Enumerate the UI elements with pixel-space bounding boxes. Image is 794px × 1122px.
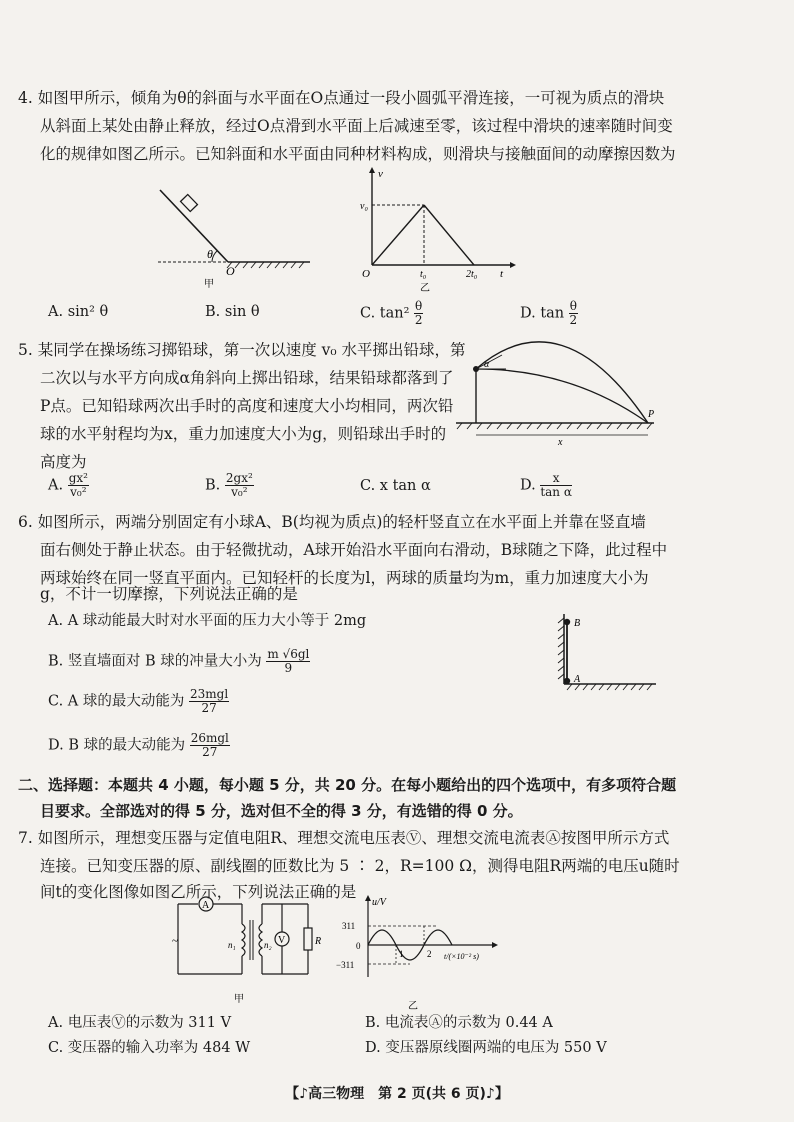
q5-option-a[interactable]: A. $\frac{\text{gx²}}{\text{v₀²}}$ — [48, 471, 88, 499]
origin-label: O — [362, 268, 370, 280]
q6-rod-figure — [552, 610, 662, 696]
theta-label: θ — [207, 247, 213, 261]
jia-caption: 甲 — [204, 279, 214, 290]
q7-circuit-figure — [170, 892, 330, 1010]
q5-shotput-figure — [452, 325, 662, 450]
q4-option-b[interactable]: B. sin θ — [205, 304, 260, 320]
yi-caption: 乙 — [420, 283, 430, 294]
t0-label: t₀ — [420, 269, 427, 280]
q7-option-a[interactable]: A. 电压表Ⓥ的示数为 311 V — [48, 1015, 232, 1031]
q5-option-d[interactable]: D. $\frac{x}{\text{tan α}}$ — [520, 471, 572, 499]
q4-option-c[interactable]: C. tan² $\frac{\theta}{2}$ — [360, 299, 423, 327]
q4-vt-graph — [360, 165, 520, 295]
tick-1: 1 — [399, 949, 404, 959]
q4-option-a[interactable]: A. sin² θ — [48, 304, 109, 320]
n1-label: n₁ — [228, 940, 236, 950]
R-label: R — [315, 936, 322, 947]
q6-option-b[interactable]: B. 竖直墙面对 B 球的冲量大小为 $\frac{m √6gl}{9}$ — [48, 647, 310, 675]
tick-311: 311 — [342, 921, 356, 931]
q6-line-1: 6. 如图所示，两端分别固定有小球A、B(均视为质点)的轻杆竖直立在水平面上并靠在竖直墙 — [18, 513, 646, 531]
q4-option-d[interactable]: D. tan $\frac{\theta}{2}$ — [520, 299, 578, 327]
alpha-label: α — [484, 359, 490, 370]
tick-2: 2 — [427, 949, 432, 959]
t-axis-label: t/(×10⁻² s) — [444, 952, 479, 961]
q5-line-1: 5. 某同学在操场练习掷铅球，第一次以速度 v₀ 水平掷出铅球，第 — [18, 341, 466, 359]
q5-option-c[interactable]: C. x tan α — [360, 478, 431, 494]
q7-line-3: 间t的变化图像如图乙所示，下列说法正确的是 — [40, 883, 357, 901]
q4-incline-figure — [150, 180, 320, 290]
q5-line-2: 二次以与水平方向成α角斜向上掷出铅球，结果铅球都落到了 — [40, 369, 454, 387]
v-axis-label: v — [378, 168, 383, 180]
q7-line-1: 7. 如图所示，理想变压器与定值电阻R、理想交流电压表Ⓥ、理想交流电流表Ⓐ按图甲所示方式 — [18, 829, 670, 847]
circuit-caption: 甲 — [234, 994, 244, 1005]
q6-option-c[interactable]: C. A 球的最大动能为 $\frac{\text{23mgl}}{27}$ — [48, 687, 229, 715]
n2-label: n₂ — [264, 940, 272, 950]
q6-line-2: 面右侧处于静止状态。由于轻微扰动，A球开始沿水平面向右滑动，B球随之下降，此过程中 — [40, 541, 668, 559]
ac-source-icon: ~ — [172, 935, 178, 947]
O-label: O — [226, 264, 235, 278]
q6-option-a[interactable]: A. A 球动能最大时对水平面的压力大小等于 2mg — [48, 613, 367, 629]
u-axis-label: u/V — [372, 897, 386, 908]
q4-line-2: 从斜面上某处由静止释放，经过O点滑到水平面上后减速至零，该过程中滑块的速率随时间变 — [40, 117, 673, 135]
q6-line-3: 两球始终在同一竖直平面内。已知轻杆的长度为l，两球的质量均为m，重力加速度大小为 — [40, 569, 649, 587]
page-footer: 【♪高三物理 第 2 页(共 6 页)♪】 — [285, 1086, 509, 1102]
v0-label: v₀ — [360, 201, 368, 212]
t-axis-label: t — [500, 268, 504, 280]
section2-line-2: 目要求。全部选对的得 5 分，选对但不全的得 3 分，有选错的得 0 分。 — [40, 802, 523, 820]
q5-line-5: 高度为 — [40, 453, 87, 471]
q4-line-1: 4. 如图甲所示，倾角为θ的斜面与水平面在O点通过一段小圆弧平滑连接，一可视为质点的滑块 — [18, 89, 665, 107]
q7-option-c[interactable]: C. 变压器的输入功率为 484 W — [48, 1040, 251, 1056]
q7-line-2: 连接。已知变压器的原、副线圈的匝数比为 5 ∶ 2，R=100 Ω，测得电阻R两端的电压u随时 — [40, 857, 680, 875]
ball-B-label: B — [574, 618, 581, 629]
q7-option-d[interactable]: D. 变压器原线圈两端的电压为 550 V — [365, 1040, 607, 1056]
q6-option-d[interactable]: D. B 球的最大动能为 $\frac{\text{26mgl}}{27}$ — [48, 731, 229, 759]
section2-line-1: 二、选择题：本题共 4 小题，每小题 5 分，共 20 分。在每小题给出的四个选项中，有多项符合题 — [18, 776, 677, 794]
2t0-label: 2t₀ — [466, 269, 478, 280]
P-label: P — [648, 409, 655, 420]
graph-caption: 乙 — [408, 1001, 418, 1012]
q5-line-4: 球的水平射程均为x，重力加速度大小为g，则铅球出手时的 — [40, 425, 447, 443]
tick-neg311: −311 — [336, 960, 355, 970]
ammeter-icon: A — [202, 900, 210, 911]
q4-line-3: 化的规律如图乙所示。已知斜面和水平面由同种材料构成，则滑块与接触面间的动摩擦因数为 — [40, 145, 676, 163]
q5-option-b[interactable]: B. $\frac{\text{2gx²}}{\text{v₀²}}$ — [205, 471, 253, 499]
q6-line-4: g，不计一切摩擦，下列说法正确的是 — [40, 585, 298, 603]
ball-A-label: A — [574, 674, 581, 685]
q7-ut-graph — [332, 895, 507, 1015]
tick-0: 0 — [356, 941, 361, 951]
x-label: x — [558, 437, 563, 448]
q7-option-b[interactable]: B. 电流表Ⓐ的示数为 0.44 A — [365, 1015, 553, 1031]
voltmeter-icon: V — [278, 935, 286, 946]
q5-line-3: P点。已知铅球两次出手时的高度和速度大小均相同，两次铅 — [40, 397, 454, 415]
